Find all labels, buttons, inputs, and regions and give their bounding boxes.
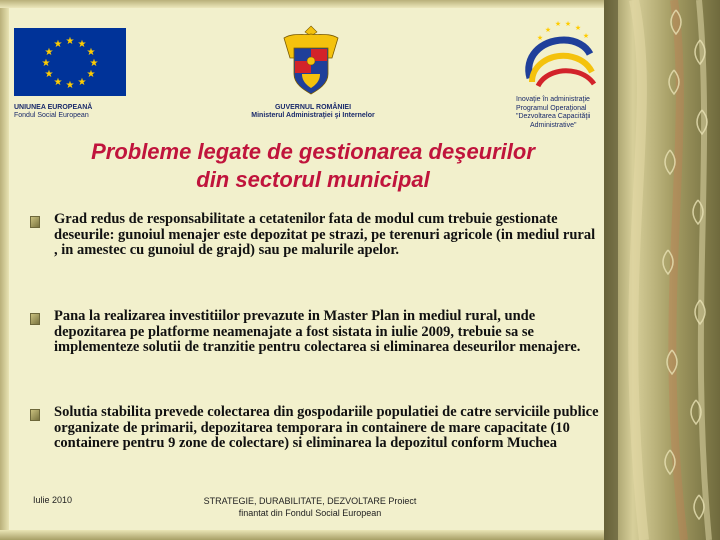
svg-text:★: ★ (41, 58, 51, 69)
svg-text:★: ★ (574, 24, 582, 32)
slide-title-line2: din sectorul municipal (196, 167, 430, 192)
pocdca-caption-line3: "Dezvoltarea Capacităţii (516, 113, 591, 120)
svg-text:★: ★ (89, 58, 99, 69)
svg-text:★: ★ (544, 26, 552, 34)
bullet-text: Pana la realizarea investitiilor prevazute in Master Plan in mediul rural, unde depozitarea pe platforme neamenajate a fost sistata in iulie 2009, trebuie sa se implementeze solutii de tranzitie pentru colectarea si eliminarea deseurilor menajere. (54, 308, 581, 355)
svg-text:★: ★ (582, 32, 590, 40)
eu-caption-line2: Fondul Social European (14, 112, 89, 119)
pocdca-logo-caption (516, 96, 608, 130)
svg-text:★: ★ (53, 77, 63, 88)
bullet-text: Solutia stabilita prevede colectarea din gospodariile populatiei de catre serviciile publice organizate de primarii, depozitarea temporara in containere de mare capacitate (10 containere pentru 9 zone de colectare) si eliminarea la depozitul conform Muchea (54, 404, 599, 451)
gov-caption-line2: Ministerul Administraţiei şi Internelor (251, 112, 375, 119)
svg-text:★: ★ (77, 77, 87, 88)
pocdca-logo (520, 18, 598, 90)
bullet-marker-icon (30, 409, 40, 421)
coat-of-arms-icon (280, 24, 342, 96)
eu-logo-caption (14, 104, 144, 120)
decorative-pattern (604, 0, 720, 540)
decorative-side-panel (604, 0, 720, 540)
svg-text:★: ★ (86, 69, 96, 80)
svg-text:★: ★ (65, 80, 75, 91)
footer-project-line1: STRATEGIE, DURABILITATE, DEZVOLTARE Proiect (203, 496, 417, 506)
svg-text:★: ★ (44, 47, 54, 58)
top-frame (0, 0, 616, 8)
pocdca-caption-line4: Administrative" (530, 121, 577, 129)
romania-coat-of-arms-logo (280, 24, 342, 96)
svg-text:★: ★ (44, 69, 54, 80)
left-frame (0, 0, 9, 540)
bullet-marker-icon (30, 313, 40, 325)
bullet-text: Grad redus de responsabilitate a cetatenilor fata de modul cum trebuie gestionate deseurile: gunoiul menajer este depozitat pe strazi, pe terenuri agricole (in mediul rural , in amestec cu gunoiul de grajd) sau pe malurile apelor. (54, 211, 596, 258)
svg-text:★: ★ (536, 34, 544, 42)
government-logo-caption (228, 104, 398, 120)
slide-title (18, 138, 608, 194)
eu-caption-line1: UNIUNEA EUROPEANĂ (14, 104, 93, 111)
svg-text:★: ★ (53, 39, 63, 50)
svg-text:★: ★ (77, 39, 87, 50)
bullet-marker-icon (30, 216, 40, 228)
bottom-frame (0, 530, 616, 540)
footer-project-line2: finantat din Fondul Social European (238, 508, 382, 518)
svg-text:★: ★ (554, 20, 562, 28)
eu-flag-icon (14, 28, 126, 96)
svg-text:★: ★ (65, 36, 75, 47)
svg-text:★: ★ (564, 20, 572, 28)
svg-text:★: ★ (86, 47, 96, 58)
pocdca-caption-line2: Programul Operaţional (516, 104, 587, 112)
footer-project (180, 495, 440, 519)
slide-title-line1: Probleme legate de gestionarea deşeurilor (91, 139, 535, 164)
gov-caption-line1: GUVERNUL ROMÂNIEI (274, 104, 352, 111)
footer-date: Iulie 2010 (33, 495, 73, 505)
eu-flag-logo (14, 28, 126, 96)
pocdca-caption-line1: Inovaţie în administraţie (516, 96, 590, 103)
pocdca-swirl-icon (520, 18, 598, 90)
